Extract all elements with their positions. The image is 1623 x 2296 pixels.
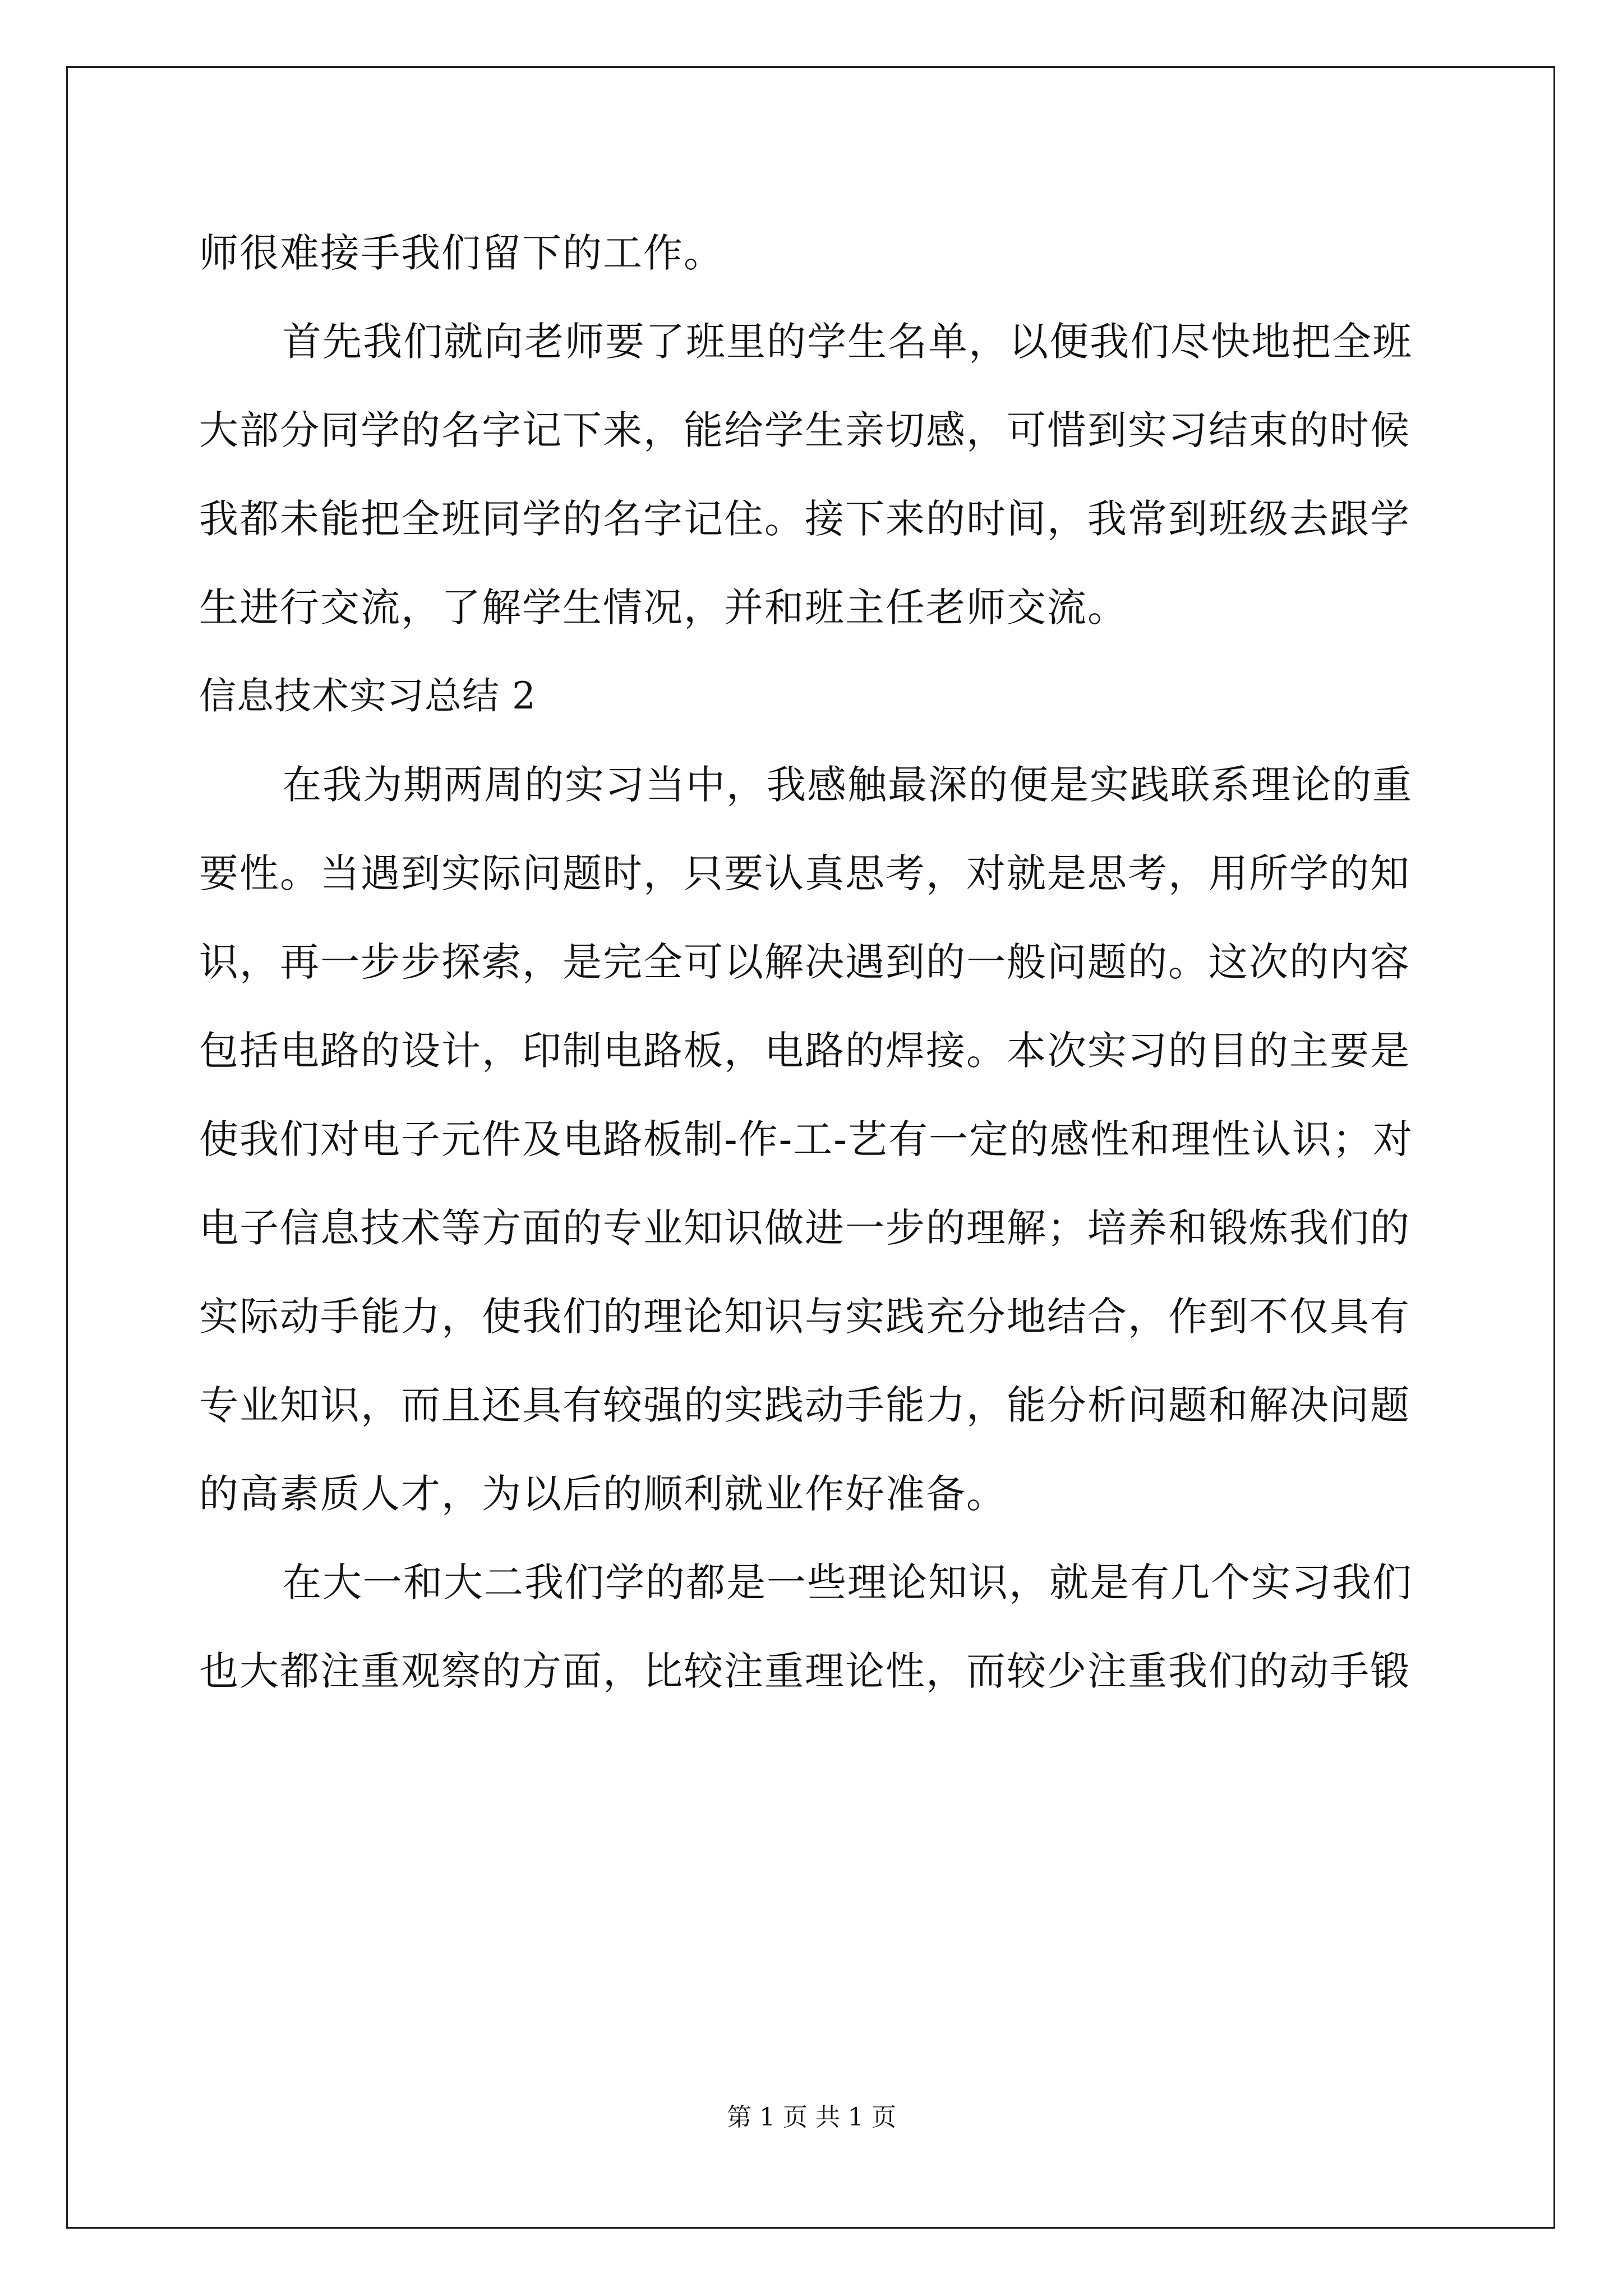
paragraph-line: 包括电路的设计，印制电路板，电路的焊接。本次实习的目的主要是	[199, 1028, 1410, 1074]
paragraph-line: 首先我们就向老师要了班里的学生名单，以便我们尽快地把全班	[282, 319, 1413, 365]
paragraph-line: 大部分同学的名字记下来，能给学生亲切感，可惜到实习结束的时候	[199, 407, 1410, 453]
paragraph-line: 我都未能把全班同学的名字记住。接下来的时间，我常到班级去跟学	[199, 496, 1410, 542]
section-heading: 信息技术实习总结 2	[199, 674, 536, 717]
paragraph-line: 识，再一步步探索，是完全可以解决遇到的一般问题的。这次的内容	[199, 939, 1410, 985]
paragraph-line: 专业知识，而且还具有较强的实践动手能力，能分析问题和解决问题	[199, 1382, 1410, 1428]
paragraph-line: 实际动手能力，使我们的理论知识与实践充分地结合，作到不仅具有	[199, 1294, 1410, 1340]
document-body	[199, 209, 1424, 1715]
paragraph-line: 使我们对电子元件及电路板制-作-工-艺有一定的感性和理性认识；对	[199, 1116, 1413, 1162]
paragraph-line: 在我为期两周的实习当中，我感触最深的便是实践联系理论的重	[282, 762, 1413, 808]
paragraph-line: 要性。当遇到实际问题时，只要认真思考，对就是思考，用所学的知	[199, 850, 1410, 896]
paragraph-line: 的高素质人才，为以后的顺利就业作好准备。	[199, 1471, 1007, 1517]
paragraph-line: 在大一和大二我们学的都是一些理论知识，就是有几个实习我们	[282, 1559, 1413, 1605]
paragraph-line: 电子信息技术等方面的专业知识做进一步的理解；培养和锻炼我们的	[199, 1205, 1410, 1251]
page-footer: 第 1 页 共 1 页	[727, 2103, 896, 2132]
paragraph-line: 师很难接手我们留下的工作。	[199, 230, 724, 276]
paragraph-line: 生进行交流，了解学生情况，并和班主任老师交流。	[199, 585, 1128, 631]
paragraph-line: 也大都注重观察的方面，比较注重理论性，而较少注重我们的动手锻	[199, 1648, 1410, 1694]
